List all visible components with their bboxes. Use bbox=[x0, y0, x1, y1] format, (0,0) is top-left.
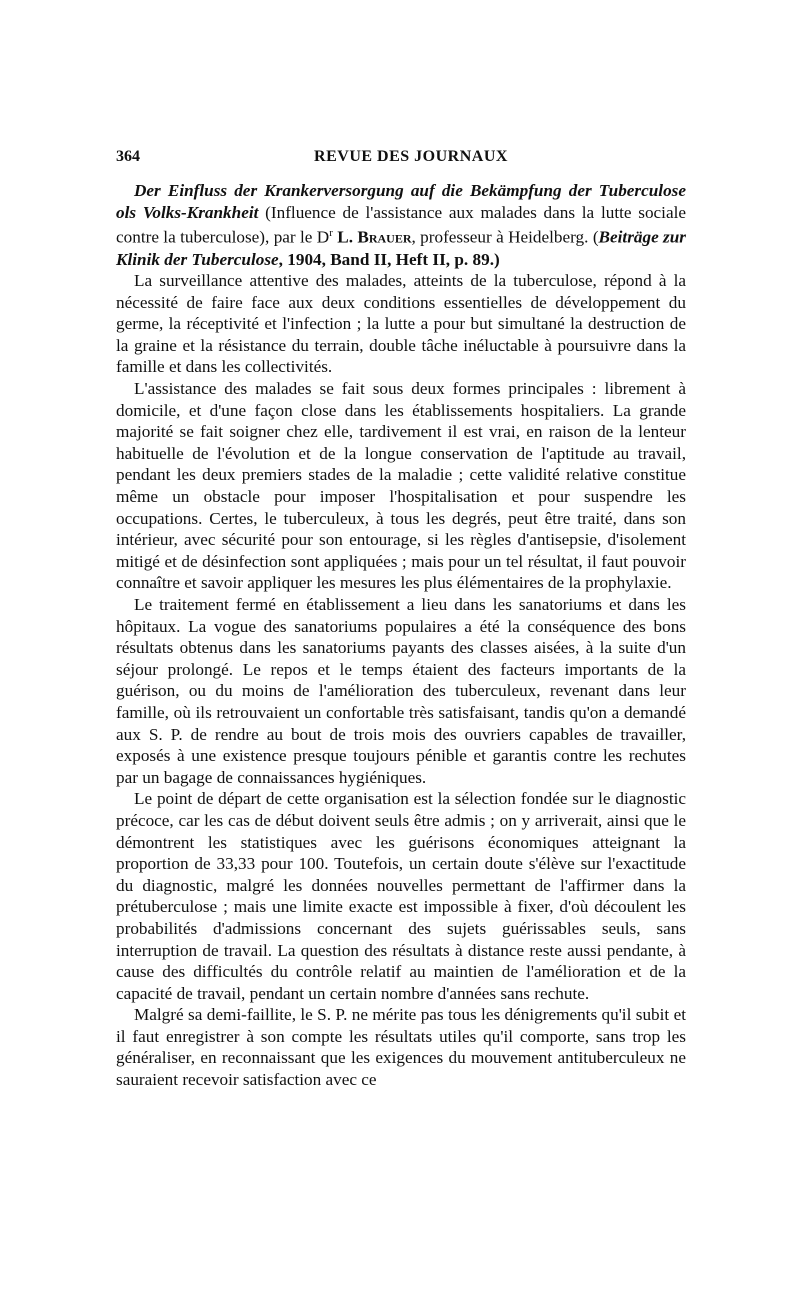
running-title: REVUE DES JOURNAUX bbox=[314, 148, 508, 165]
body-paragraph: Malgré sa demi-faillite, le S. P. ne mérite pas tous les dénigrements qu'il subit et il faut enregistrer à son compte les résultats utiles qu'il comporte, sans trop les généraliser, en reconnaissant que les exigences du mouvement antituberculeux ne sauraient recevoir satisfaction avec ce bbox=[116, 1005, 686, 1090]
title-translation: (Influence de l'assistance aux malades dans la lutte sociale contre la tuberculose), par le D bbox=[116, 202, 686, 247]
running-header bbox=[116, 148, 686, 172]
author-affiliation: , professeur à Heidelberg. ( bbox=[411, 227, 599, 247]
dr-superscript: r bbox=[329, 227, 333, 240]
page-number: 364 bbox=[116, 148, 140, 165]
author-initial: L. bbox=[332, 227, 358, 247]
source-journal: Beiträge zur Klinik der Tuberculose bbox=[116, 227, 686, 269]
page bbox=[116, 148, 686, 1091]
article-title: Der Einfluss der Krankerversorgung auf die Bekämpfung der Tuberculose ols Volks-Krankheit bbox=[116, 181, 686, 222]
source-reference: , 1904, Band II, Heft II, p. 89.) bbox=[278, 249, 500, 269]
article-body bbox=[116, 180, 686, 1091]
body-paragraph: L'assistance des malades se fait sous deux formes principales : librement à domicile, et d'une façon close dans les établissements hospitaliers. La grande majorité se fait soigner chez elle, tardivement il est vrai, en raison de la lenteur habituelle de l'évolution et de la longue conservation de l'aptitude au travail, pendant les deux premiers stades de la maladie ; cette validité relative constitue même un obstacle pour imposer l'hospitalisation et pour suspendre les occupations. Certes, le tuberculeux, à tous les degrés, peut être traité, dans son intérieur, avec sécurité pour son entourage, si les règles d'antisepsie, d'isolement mitigé et de désinfection sont appliquées ; mais pour un tel résultat, il faut pouvoir connaître et savoir appliquer les mesures les plus élémentaires de la prophylaxie. bbox=[116, 379, 686, 593]
body-paragraph: La surveillance attentive des malades, atteints de la tuberculose, répond à la nécessité de faire face aux deux conditions essentielles de développement du germe, la réceptivité et l'infection ; la lutte a pour but simultané la destruction de la graine et la résistance du terrain, double tâche inéluctable à poursuivre dans la famille et dans les collectivités. bbox=[116, 271, 686, 377]
body-paragraph: Le traitement fermé en établissement a lieu dans les sanatoriums et dans les hôpitaux. La vogue des sanatoriums populaires a été la conséquence des bons résultats obtenus dans les sanatoriums payants des classes aisées, à la suite d'un séjour prolongé. Le repos et le temps étaient des facteurs importants de la guérison, ou du moins de l'amélioration des tuberculeux, revenant dans leur famille, où ils retrouvaient un confortable très satisfaisant, tandis qu'on a demandé aux S. P. de rendre au bout de trois mois des ouvriers capables de travailler, exposés à une existence presque toujours pénible et garantis contre les rechutes par un bagage de connaissances hygiéniques. bbox=[116, 595, 686, 787]
body-paragraph: Le point de départ de cette organisation est la sélection fondée sur le diagnostic précoce, car les cas de début doivent seuls être admis ; on y arriverait, ainsi que le démontrent les statistiques avec les guérisons économiques atteignant la proportion de 33,33 pour 100. Toutefois, un certain doute s'élève sur l'exactitude du diagnostic, malgré les données nouvelles permettant de l'affirmer dans la prétuberculose ; mais une limite exacte est impossible à fixer, d'où découlent les probabilités d'admissions concernant des sujets guérissables seuls, sans interruption de travail. La question des résultats à distance reste aussi pendante, à cause des difficultés du contrôle relatif au maintien de l'amélioration et de la capacité de travail, pendant un certain nombre d'années sans rechute. bbox=[116, 789, 686, 1003]
author-name: Brauer bbox=[357, 227, 412, 247]
citation-paragraph bbox=[116, 180, 686, 270]
